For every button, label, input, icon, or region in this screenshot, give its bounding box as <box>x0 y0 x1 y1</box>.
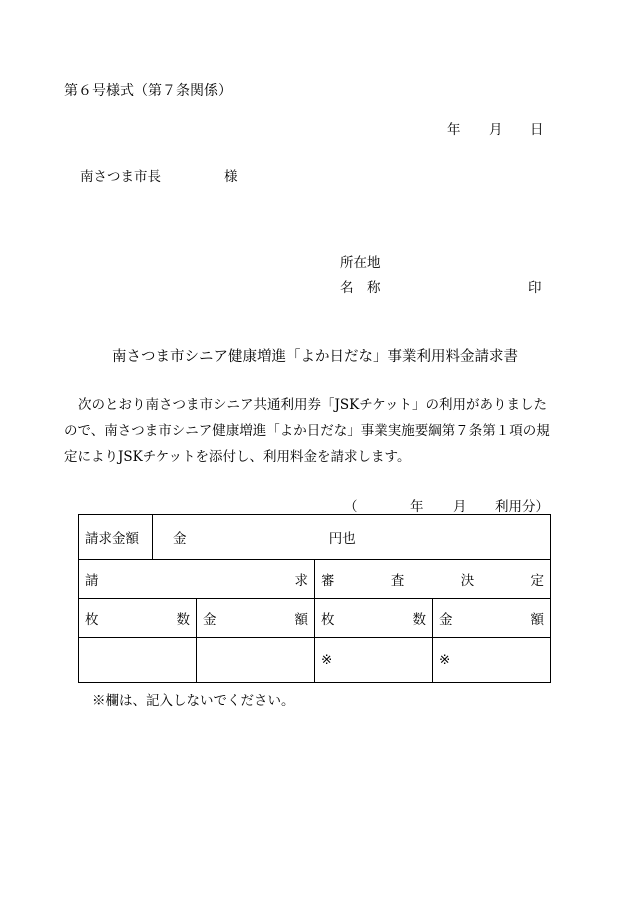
amount-row <box>79 515 551 560</box>
seal-mark: 印 <box>528 280 542 296</box>
review-count-entry <box>315 638 433 683</box>
period-month: 月 <box>453 499 467 515</box>
review-amount-entry <box>433 638 551 683</box>
amount-label-cell <box>79 515 153 560</box>
request-table <box>78 514 551 683</box>
review-header-2: 査 <box>390 573 405 589</box>
amount-prefix: 金 <box>173 531 187 547</box>
review-amount-left: 金 <box>439 612 453 628</box>
request-amount-right: 額 <box>294 612 308 628</box>
date-day-label: 日 <box>530 122 544 138</box>
request-header-cell <box>79 560 315 599</box>
date-year-label: 年 <box>447 122 461 138</box>
review-amount-mark: ※ <box>439 652 451 668</box>
header-row <box>79 560 551 599</box>
body-paragraph: 次のとおり南さつま市シニア共通利用券「JSKチケット」の利用がありましたので、南さつま市シニア健康増進「よか日だな」事業実施要綱第７条第１項の規定によりJSKチケットを添付し、利用料金を請求します。 <box>64 397 550 465</box>
request-amount-header <box>197 599 315 638</box>
review-header-1: 審 <box>321 573 335 589</box>
entry-row <box>79 638 551 683</box>
date-month-label: 月 <box>489 122 503 138</box>
period-open: （ <box>344 499 358 515</box>
amount-suffix: 円也 <box>328 531 356 547</box>
review-amount-header <box>433 599 551 638</box>
form-number: 第６号様式（第７条関係） <box>64 83 232 99</box>
request-amount-entry[interactable] <box>197 638 315 683</box>
review-header-3: 決 <box>460 573 475 589</box>
review-count-mark: ※ <box>321 652 333 668</box>
request-amount-left: 金 <box>203 612 217 628</box>
amount-label: 請求金額 <box>85 531 139 547</box>
review-header-cell <box>315 560 551 599</box>
document-title: 南さつま市シニア健康増進「よか日だな」事業利用料金請求書 <box>112 349 518 365</box>
request-count-header <box>79 599 197 638</box>
name-label: 名 称 <box>340 280 381 296</box>
subheader-row <box>79 599 551 638</box>
request-count-left: 枚 <box>85 612 99 628</box>
review-count-right: 数 <box>412 612 426 628</box>
request-count-entry[interactable] <box>79 638 197 683</box>
request-count-right: 数 <box>176 612 190 628</box>
review-amount-right: 額 <box>530 612 545 628</box>
addressee-name: 南さつま市長 <box>80 169 161 185</box>
review-count-left: 枚 <box>321 612 335 628</box>
addressee-honorific: 様 <box>224 169 238 185</box>
amount-value-cell[interactable] <box>153 515 551 560</box>
location-label: 所在地 <box>340 255 381 271</box>
review-header-4: 定 <box>530 573 545 589</box>
footnote: ※欄は、記入しないでください。 <box>92 693 295 709</box>
period-suffix: 利用分） <box>495 499 549 515</box>
period-year: 年 <box>410 499 424 515</box>
review-count-header <box>315 599 433 638</box>
request-header-right: 求 <box>294 573 308 589</box>
request-header-left: 請 <box>85 573 99 589</box>
